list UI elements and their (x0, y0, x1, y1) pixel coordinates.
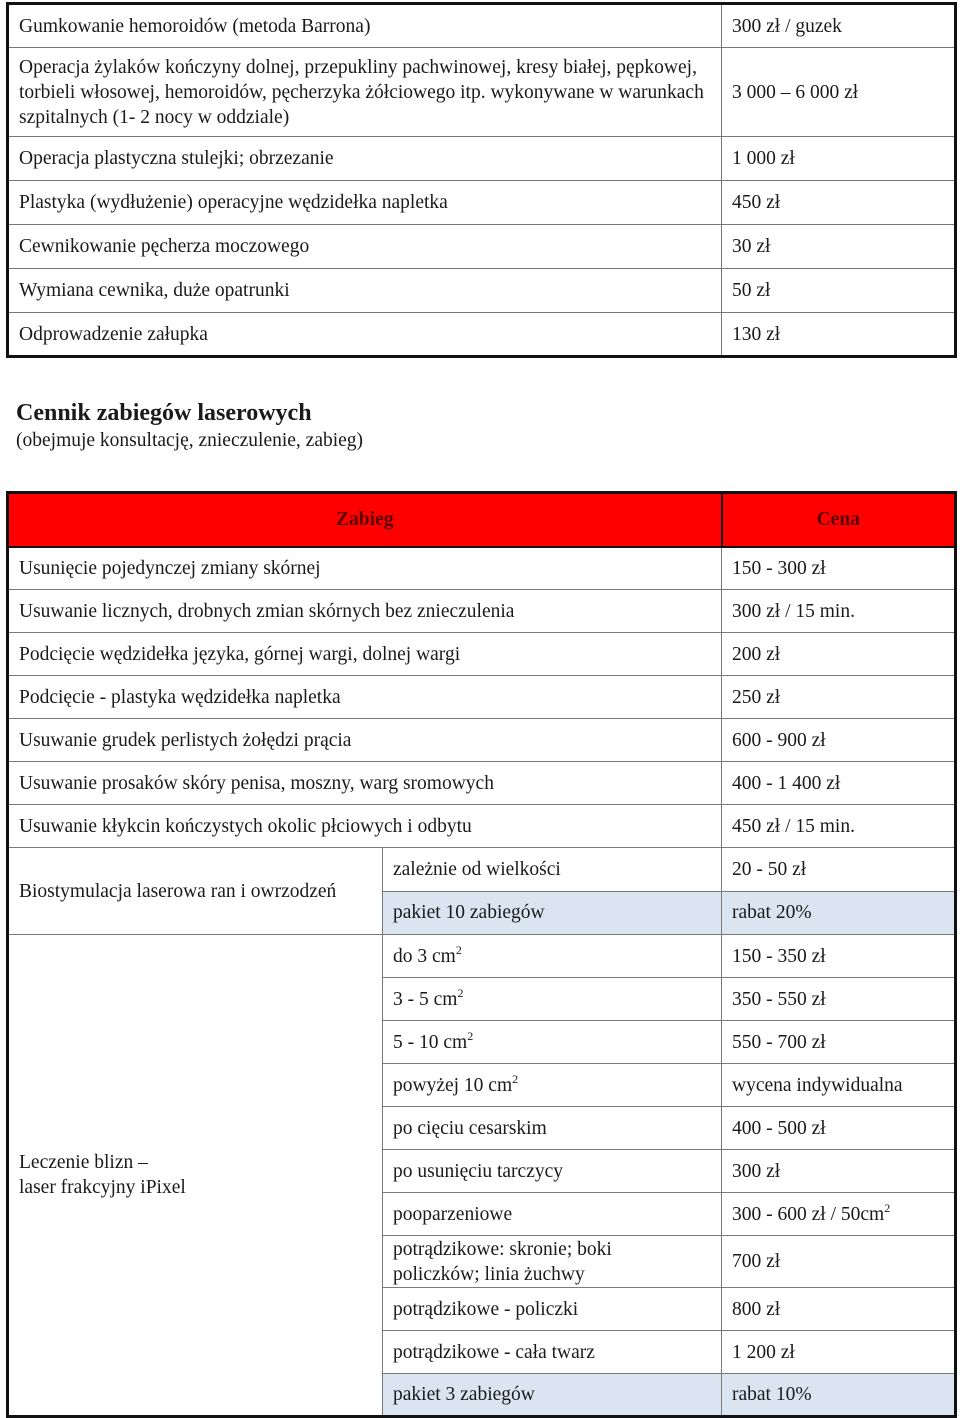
option-price: rabat 10% (722, 1374, 956, 1417)
option-label: 3 - 5 $cm^2$ (383, 978, 722, 1021)
option-price: 800 zł (722, 1288, 956, 1331)
procedure-name: Usuwanie prosaków skóry penisa, moszny, warg sromowych (8, 762, 722, 805)
table-row (8, 269, 956, 313)
procedure-price: 250 zł (722, 676, 956, 719)
table-row (8, 225, 956, 269)
procedure-price: 450 zł (722, 181, 956, 225)
option-label: potrądzikowe: skronie; boki policzków; linia żuchwy (383, 1236, 722, 1288)
procedure-price: 200 zł (722, 633, 956, 676)
laser-price-table (6, 491, 957, 1418)
procedure-name: Plastyka (wydłużenie) operacyjne wędzidełka napletka (8, 181, 722, 225)
procedure-name: Gumkowanie hemoroidów (metoda Barrona) (8, 4, 722, 48)
option-price: 1 200 zł (722, 1331, 956, 1374)
option-label: pakiet 3 zabiegów (383, 1374, 722, 1417)
table-row (8, 762, 956, 805)
procedure-price: 3 000 – 6 000 zł (722, 48, 956, 137)
table-row (8, 313, 956, 357)
procedure-name: Podcięcie - plastyka wędzidełka napletka (8, 676, 722, 719)
scars-label-line1: Leczenie blizn – (19, 1152, 148, 1173)
option-label: pakiet 10 zabiegów (383, 891, 722, 935)
scars-label-line2: laser frakcyjny iPixel (19, 1177, 186, 1198)
procedure-price: 600 - 900 zł (722, 719, 956, 762)
procedure-price: 50 zł (722, 269, 956, 313)
table-row (8, 633, 956, 676)
table-row (8, 4, 956, 48)
option-label: po cięciu cesarskim (383, 1107, 722, 1150)
procedure-price: 450 zł / 15 min. (722, 805, 956, 848)
table-row (8, 590, 956, 633)
table-row (8, 848, 956, 892)
table-row (8, 48, 956, 137)
procedure-name-biostimulation (8, 848, 383, 935)
procedure-name-scars (8, 935, 383, 1417)
procedure-name: Operacja żylaków kończyny dolnej, przepukliny pachwinowej, kresy białej, pępkowej, torbieli włosowej, hemoroidów, pęcherzyka żółciowego itp. wykonywane w warunkach szpitalnych (1- 2 nocy w oddziale) (8, 48, 722, 137)
table-header-row (8, 493, 956, 547)
table-row (8, 181, 956, 225)
surgical-price-table (6, 2, 957, 358)
option-label: po usunięciu tarczycy (383, 1150, 722, 1193)
option-price: 300 - 600 zł / $50cm^2$ (722, 1193, 956, 1236)
procedure-price: 300 zł / guzek (722, 4, 956, 48)
option-label: zależnie od wielkości (383, 848, 722, 892)
procedure-name: Odprowadzenie załupka (8, 313, 722, 357)
option-label: powyżej 10 $cm^2$ (383, 1064, 722, 1107)
column-header-procedure: Zabieg (8, 493, 722, 547)
section-title: Cennik zabiegów laserowych (16, 400, 312, 426)
procedure-price: 130 zł (722, 313, 956, 357)
table-row (8, 137, 956, 181)
table-row (8, 935, 956, 978)
option-price: rabat 20% (722, 891, 956, 935)
table-row (8, 547, 956, 590)
option-price: 350 - 550 zł (722, 978, 956, 1021)
procedure-price: 150 - 300 zł (722, 547, 956, 590)
biostimulation-label: Biostymulacja laserowa ran i owrzodzeń (19, 880, 337, 902)
column-header-price: Cena (722, 493, 956, 547)
table-row (8, 805, 956, 848)
table-row (8, 676, 956, 719)
procedure-price: 300 zł / 15 min. (722, 590, 956, 633)
procedure-name: Wymiana cewnika, duże opatrunki (8, 269, 722, 313)
option-label: 5 - 10 $cm^2$ (383, 1021, 722, 1064)
option-label: potrądzikowe - cała twarz (383, 1331, 722, 1374)
procedure-name: Usuwanie licznych, drobnych zmian skórnych bez znieczulenia (8, 590, 722, 633)
option-price: wycena indywidualna (722, 1064, 956, 1107)
procedure-name: Usuwanie kłykcin kończystych okolic płciowych i odbytu (8, 805, 722, 848)
section-subtitle: (obejmuje konsultację, znieczulenie, zabieg) (16, 430, 364, 451)
table-row (8, 719, 956, 762)
option-price: 20 - 50 zł (722, 848, 956, 892)
procedure-name: Usuwanie grudek perlistych żołędzi prącia (8, 719, 722, 762)
procedure-price: 400 - 1 400 zł (722, 762, 956, 805)
procedure-name: Operacja plastyczna stulejki; obrzezanie (8, 137, 722, 181)
option-label: do 3 $cm^2$ (383, 935, 722, 978)
option-price: 300 zł (722, 1150, 956, 1193)
option-price: 700 zł (722, 1236, 956, 1288)
option-label: potrądzikowe - policzki (383, 1288, 722, 1331)
option-price: 150 - 350 zł (722, 935, 956, 978)
option-label: pooparzeniowe (383, 1193, 722, 1236)
procedure-price: 1 000 zł (722, 137, 956, 181)
procedure-price: 30 zł (722, 225, 956, 269)
option-price: 550 - 700 zł (722, 1021, 956, 1064)
procedure-name: Cewnikowanie pęcherza moczowego (8, 225, 722, 269)
option-price: 400 - 500 zł (722, 1107, 956, 1150)
procedure-name: Podcięcie wędzidełka języka, górnej wargi, dolnej wargi (8, 633, 722, 676)
procedure-name: Usunięcie pojedynczej zmiany skórnej (8, 547, 722, 590)
